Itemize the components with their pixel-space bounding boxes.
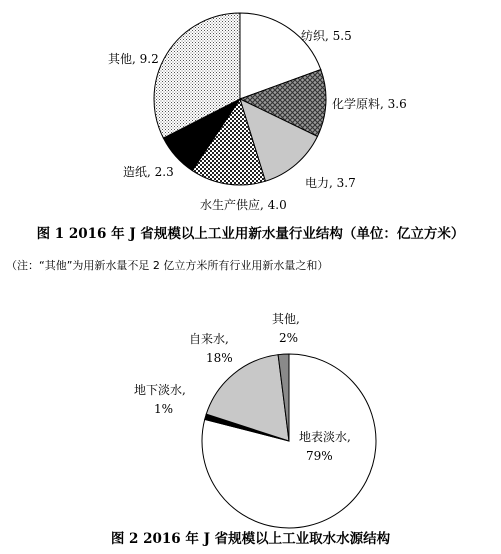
figure-1-note: （注：“其他”为用新水量不足 2 亿立方米所有行业用新水量之和） (6, 259, 329, 272)
figure-1-title: 图 1 2016 年 J 省规模以上工业用新水量行业结构（单位：亿立方米） (36, 226, 465, 242)
pie-label-e7babae7bb87: 纺织, 5.5 (301, 29, 352, 43)
pie-label-e980a0e7bab8: 造纸, 2.3 (123, 165, 174, 179)
pie2-label-name-e59cb0e8a1a8e6b7a1e6b0b4: 地表淡水, (299, 430, 351, 444)
pie2-label-value-e59cb0e4b88be6b7a1e6b0b4: 1% (154, 402, 174, 416)
pie-label-e6b0b4e7949fe4baa7e4be9be5ba94: 水生产供应, 4.0 (200, 198, 287, 212)
pie2-label-value-e585b6e4bb96: 2% (279, 331, 299, 345)
pie-label-e794b5e58a9b: 电力, 3.7 (305, 176, 356, 190)
pie-label-e58c96e5ada6e58e9fe69699: 化学原料, 3.6 (332, 97, 407, 111)
figure-2-title: 图 2 2016 年 J 省规模以上工业取水水源结构 (110, 531, 391, 547)
pie2-label-value-e59cb0e8a1a8e6b7a1e6b0b4: 79% (306, 449, 333, 463)
pie2-label-name-e887aae69da5e6b0b4: 自来水, (189, 332, 229, 346)
pie-label-e585b6e4bb96: 其他, 9.2 (108, 52, 159, 66)
pie2-label-value-e887aae69da5e6b0b4: 18% (206, 351, 233, 365)
pie2-label-name-e59cb0e4b88be6b7a1e6b0b4: 地下淡水, (134, 383, 186, 397)
pie2-label-name-e585b6e4bb96: 其他, (272, 312, 300, 326)
